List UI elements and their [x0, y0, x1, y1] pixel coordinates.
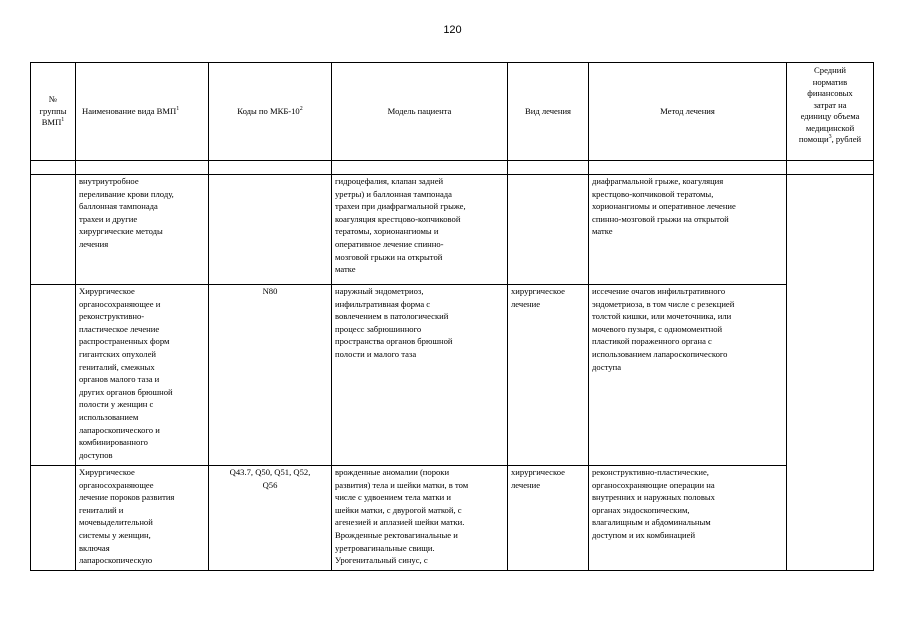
cell-model: наружный эндометриоз, инфильтративная форма с вовлечением в патологический процесс забрюшинного пространства органов брюшной полости и малого таза [332, 285, 508, 466]
cell-method: реконструктивно-пластические, органосохраняющие операции на внутренних и наружных половых органах эндоскопическим, влагалищным и абдоминальным доступом и их комбинацией [589, 466, 787, 571]
cell-codes: Q43.7, Q50, Q51, Q52, Q56 [209, 466, 332, 571]
page-number: 120 [443, 24, 462, 36]
header-model: Модель пациента [332, 63, 508, 161]
cell-treatment-type: хирургическое лечение [508, 466, 589, 571]
cell-method: иссечение очагов инфильтративного эндометриоза, в том числе с резекцией толстой кишки, или мочеточника, или мочевого пузыря, с одномоментной пластикой пораженного органа с использованием лапароскопического доступа [589, 285, 787, 466]
cell-model: гидроцефалия, клапан задней уретры) и баллонная тампонада трахеи при диафрагмальной грыже, коагуляция крестцово-копчиковой тератомы, хорионангиомы и оперативное лечение спинно- мозговой грыжи на открытой матке [332, 175, 508, 285]
table-row [31, 466, 874, 571]
cell-name: внутриутробное переливание крови плоду, баллонная тампонада трахеи и другие хирургические методы лечения [76, 175, 209, 285]
cell-model: врожденные аномалии (пороки развития) тела и шейки матки, в том числе с удвоением тела матки и шейки матки, с двурогой маткой, с агенезией и аплазией шейки матки. Врожденные ректовагинальные и уретровагинальные свищи. Урогенитальный синус, с [332, 466, 508, 571]
cell-codes [209, 175, 332, 285]
header-method: Метод лечения [589, 63, 787, 161]
cell-name: Хирургическое органосохраняющее лечение пороков развития гениталий и мочевыделительной системы у женщин, включая лапароскопическую [76, 466, 209, 571]
cell-treatment-type: хирургическое лечение [508, 285, 589, 466]
cell-method: диафрагмальной грыже, коагуляция крестцово-копчиковой тератомы, хорионангиомы и оперативное лечение спинно-мозговой грыжи на открытой матке [589, 175, 787, 285]
cell-group-no [31, 285, 76, 466]
header-group-no: № группы ВМП$^1$ [31, 63, 76, 161]
cell-group-no [31, 466, 76, 571]
cell-codes: N80 [209, 285, 332, 466]
header-row [31, 63, 874, 161]
spacer-row [31, 161, 874, 175]
table-row [31, 175, 874, 285]
cell-cost [787, 175, 874, 571]
header-name: Наименование вида ВМП$^1$ [76, 63, 209, 161]
header-cost: Средний норматив финансовых затрат на единицу объема медицинской помощи$^3$, рублей [787, 63, 874, 161]
cell-group-no [31, 175, 76, 285]
vmp-table [30, 62, 874, 571]
header-treatment-type: Вид лечения [508, 63, 589, 161]
header-codes: Коды по МКБ-$10^2$ [209, 63, 332, 161]
cell-treatment-type [508, 175, 589, 285]
table-row [31, 285, 874, 466]
cell-name: Хирургическое органосохраняющее и реконструктивно- пластическое лечение распространенных форм гигантских опухолей гениталий, смежных органов малого таза и других органов брюшной полости у женщин с использованием лапароскопического и комбинированного доступов [76, 285, 209, 466]
